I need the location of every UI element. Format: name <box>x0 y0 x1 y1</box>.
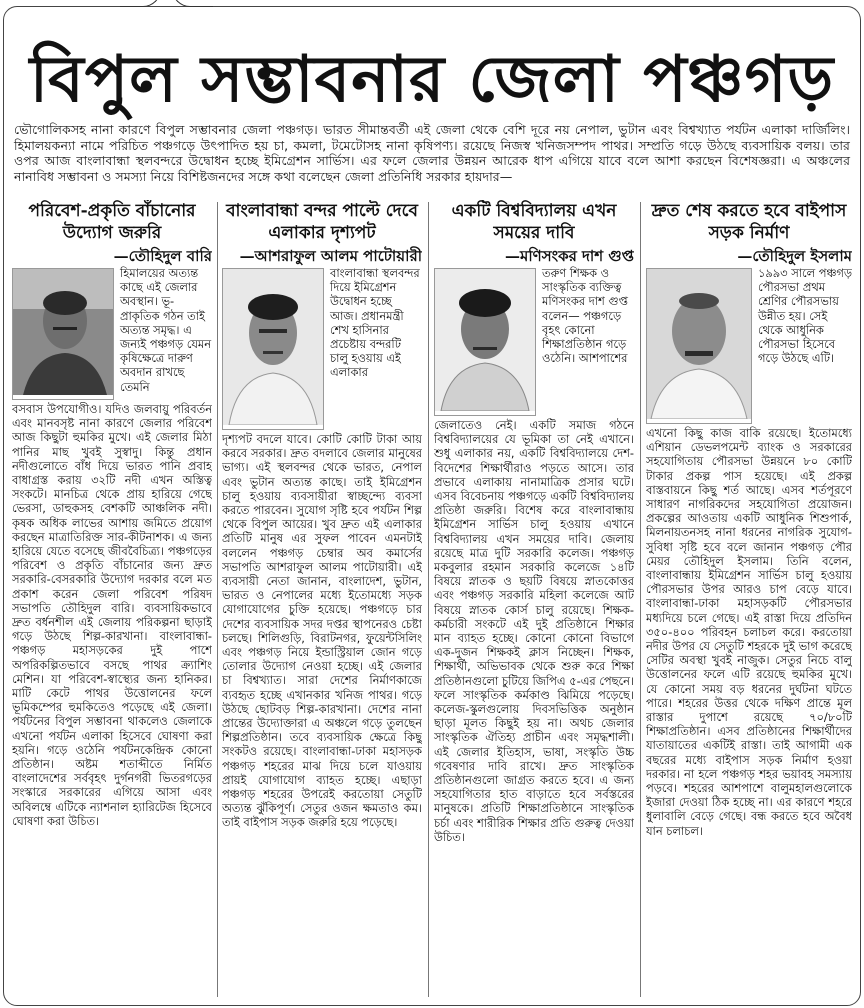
article-body: দৃশ্যপট বদলে যাবে। কোটি কোটি টাকা আয় করবে সরকার। দ্রুত বদলাবে জেলার মানুষের ভাগ্য। এই স্থলবন্দর থেকে ভারত, নেপাল এবং ভুটান অত্যন্ত কাছে। তাই ইমিগ্রেশন চালু হওয়ায় ব্যবসায়ীরা স্বাচ্ছন্দ্যে ব্যবসা করতে পারবেন। সুযোগ সৃষ্টি হবে পর্যটন শিল্প থেকে বিপুল আয়ের। খুব দ্রুত এই এলাকার প্রতিটি মানুষ এর সুফল পাবেন এমনটাই বললেন পঞ্চগড় চেম্বার অব কমার্সের সভাপতি আশরাফুল আলম পাটোয়ারী। এই ব্যবসায়ী নেতা জানান, বাংলাদেশ, ভুটান, ভারত ও নেপালের মধ্যে ইতোমধ্যে সড়ক যোগাযোগের চুক্তি হয়েছে। পঞ্চগড়ে চার দেশের ব্যবসায়িক সদর দপ্তর স্থাপনেরও চেষ্টা চলছে। শিলিগুড়ি, বিরাটনগর, ফুয়েন্টসিলিং এবং পঞ্চগড় নিয়ে ইন্ডাস্ট্রিয়াল জোন গড়ে তোলার উদ্যোগ নেওয়া হচ্ছে। এই জেলার চা বিশ্বখ্যাত। সারা দেশের নির্মাণকাজে ব্যবহৃত হচ্ছে এখানকার খনিজ পাথর। গড়ে উঠছে ছোটবড় শিল্প-কারখানা। দেশের নানা প্রান্তের উদ্যোক্তারা এ অঞ্চলে গড়ে তুলছেন শিল্পপ্রতিষ্ঠান। তবে ব্যবসায়িক ক্ষেত্রে কিছু সংকটও রয়েছে। বাংলাবান্ধা-ঢাকা মহাসড়ক পঞ্চগড় শহরের মাঝ দিয়ে চলে যাওয়ায় প্রায়ই যোগাযোগ ব্যাহত হচ্ছে। এছাড়া পঞ্চগড় শহরের উপরেই করতোয়া সেতুটি অত্যন্ত ঝুঁকিপূর্ণ। সেতুর ওজন ক্ষমতাও কম। তাই বাইপাস সড়ক জরুরি হয়ে পড়েছে। <box>222 432 422 830</box>
portrait-photo <box>434 268 536 416</box>
article-environment <box>12 200 212 1000</box>
article-title: বাংলাবান্ধা বন্দর পাল্টে দেবে এলাকার দৃশ্যপট <box>226 201 418 243</box>
article-title: পরিবেশ-প্রকৃতি বাঁচানোর উদ্যোগ জরুরি <box>28 201 196 243</box>
portrait-photo <box>646 268 752 424</box>
article-university <box>434 200 634 1000</box>
portrait-photo <box>222 268 324 430</box>
article-body: জেলাতেও নেই। একটি সমাজ গঠনে বিশ্ববিদ্যালয়ের যে ভূমিকা তা নেই এখানে। শুধু এলাকার নয়, একটি বিশ্ববিদ্যালয়ে দেশ-বিদেশের শিক্ষার্থীরাও পড়তে আসে। তার প্রভাবে এলাকায় নানামাত্রিক প্রসার ঘটে। এসব বিবেচনায় পঞ্চগড়ে একটি বিশ্ববিদ্যালয় প্রতিষ্ঠা জরুরি। বিশেষ করে বাংলাবান্ধায় ইমিগ্রেশন সার্ভিস চালু হওয়ায় এখানে বিশ্ববিদ্যালয় এখন সময়ের দাবি। জেলায় রয়েছে মাত্র দুটি সরকারি কলেজ। পঞ্চগড় মকবুলার রহমান সরকারি কলেজে ১৪টি বিষয়ে স্নাতক ও ছয়টি বিষয়ে স্নাতকোত্তর এবং পঞ্চগড় সরকারি মহিলা কলেজে আট বিষয়ে স্নাতক কোর্স চালু রয়েছে। শিক্ষক-কর্মচারী সংকটে এই দুই প্রতিষ্ঠানে শিক্ষার মান ব্যাহত হচ্ছে। কোনো কোনো বিভাগে এক-দুজন শিক্ষকই ক্লাস নিচ্ছেন। শিক্ষক, শিক্ষার্থী, অভিভাবক থেকে শুরু করে শিক্ষা প্রতিষ্ঠানগুলো চুটিয়ে জিপিএ ৫-এর পেছনে। ফলে সাংস্কৃতিক কর্মকাণ্ড ঝিমিয়ে পড়েছে। কলেজ-স্কুলগুলোয় দিবসভিত্তিক অনুষ্ঠান ছাড়া মূলত কিছুই হয় না। অথচ জেলার সাংস্কৃতিক ঐতিহ্য প্রাচীন এবং সমৃদ্ধশালী। এই জেলার ইতিহাস, ভাষা, সংস্কৃতি উচ্চ গবেষণার দাবি রাখে। দ্রুত সাংস্কৃতিক প্রতিষ্ঠানগুলো জাগ্রত করতে হবে। এ জন্য সহযোগিতার হাত বাড়াতে হবে সর্বস্তরের মানুষকে। প্রতিটি শিক্ষাপ্রতিষ্ঠানে সাংস্কৃতিক চর্চা এবং শারীরিক শিক্ষার প্রতি গুরুত্ব দেওয়া উচিত। <box>434 418 634 844</box>
article-title: দ্রুত শেষ করতে হবে বাইপাস সড়ক নির্মাণ <box>651 201 847 243</box>
headline: বিপুল সম্ভাবনার জেলা পঞ্চগড় <box>29 42 835 117</box>
top-border <box>0 0 864 6</box>
column-divider <box>428 202 429 997</box>
article-landport <box>222 200 422 1000</box>
portrait-photo <box>12 268 114 400</box>
article-byline: —আশরাফুল আলম পাটোয়ারী <box>239 247 422 265</box>
article-lead: বাংলাবান্ধা স্থলবন্দর দিয়ে ইমিগ্রেশন উদ্বোধন হচ্ছে আজ। প্রধানমন্ত্রী শেখ হাসিনার প্রচেষ্টায় বন্দরটি চালু হওয়ায় এই এলাকার <box>330 266 420 380</box>
intro-paragraph: ভৌগোলিকসহ নানা কারণে বিপুল সম্ভাবনার জেলা পঞ্চগড়। ভারত সীমান্তবর্তী এই জেলা থেকে বেশি দূরে নয় নেপাল, ভুটান এবং বিশ্বখ্যাত পর্যটন এলাকা দার্জিলিং। হিমালয়কন্যা নামে পরিচিত পঞ্চগড়ে উৎপাদিত হয় চা, কমলা, টমেটোসহ নানা কৃষিপণ্য। রয়েছে নিজস্ব খনিজসম্পদ পাথর। সম্প্রতি গড়ে উঠছে ব্যবসায়িক বলয়। তার ওপর আজ বাংলাবান্ধা স্থলবন্দরে উদ্বোধন হচ্ছে ইমিগ্রেশন সার্ভিস। এর ফলে জেলার উন্নয়ন আরেক ধাপ এগিয়ে যাবে বলে আশা করছেন বিশেষজ্ঞরা। এ অঞ্চলের নানাবিধ সম্ভাবনা ও সমস্যা নিয়ে বিশিষ্টজনদের সঙ্গে কথা বলেছেন জেলা প্রতিনিধি সরকার হায়দার— <box>14 122 850 184</box>
article-lead: তরুণ শিক্ষক ও সাংস্কৃতিক ব্যক্তিত্ব মণিসংকর দাশ গুপ্ত বলেন— পঞ্চগড়ে বৃহৎ কোনো শিক্ষাপ্রতিষ্ঠান গড়ে ওঠেনি। আশপাশের <box>542 266 628 366</box>
article-lead: ১৯৯৩ সালে পঞ্চগড় পৌরসভা প্রথম শ্রেণির পৌরসভায় উন্নীত হয়। সেই থেকে আধুনিক পৌরসভা হিসেবে গড়ে উঠছে এটি। <box>758 266 852 366</box>
column-divider <box>217 202 218 997</box>
article-body: বসবাস উপযোগীও। যদিও জলবায়ু পরিবর্তন এবং মানবসৃষ্ট নানা কারণে জেলার পরিবেশ আজ কিছুটা হুমকির মুখে। এই জেলার মিঠা পানির মাছ খুবই সুস্বাদু। কিন্তু প্রধান নদীগুলোতে বাঁধ দিয়ে ভারত পানি প্রবাহ বাধাগ্রস্ত করায় ৩২টি নদী এখন অস্তিত্ব সংকটে। মানচিত্র থেকে প্রায় হারিয়ে গেছে ভেরসা, ডাহুকসহ বেশকটি আঞ্চলিক নদী। কৃষক অধিক লাভের আশায় জমিতে প্রয়োগ করছেন মাত্রাতিরিক্ত সার-কীটনাশক। এ জন্য হারিয়ে যেতে বসেছে জীববৈচিত্র্য। পঞ্চগড়ের পরিবেশ ও প্রকৃতি বাঁচানোর জন্য দ্রুত সরকারি-বেসরকারি উদ্যোগ দরকার বলে মত প্রকাশ করেন জেলা পরিবেশ পরিষদ সভাপতি তৌহিদুল বারি। ব্যবসায়িকভাবে দ্রুত বর্ধনশীল এই জেলায় পরিকল্পনা ছাড়াই গড়ে উঠছে শিল্প-কারখানা। বাংলাবান্ধা-পঞ্চগড় মহাসড়কের দুই পাশে অপরিকল্পিতভাবে বসছে পাথর ক্র্যাশিং মেশিন। যা পরিবেশ-স্বাস্থ্যের জন্য হানিকর। মাটি কেটে পাথর উত্তোলনের ফলে ভূমিকম্পের হুমকিতেও পড়েছে এই জেলা। পর্যটনের বিপুল সম্ভাবনা থাকলেও জেলাকে এখনো পর্যটন এলাকা হিসেবে ঘোষণা করা হয়নি। গড়ে ওঠেনি পর্যটনকেন্দ্রিক কোনো প্রতিষ্ঠান। অষ্টম শতাব্দীতে নির্মিত বাংলাদেশের সর্ববৃহৎ দুর্গনগরী ভিতরগড়ের সংস্কারে সরকারের এগিয়ে আসা এবং অবিলম্বে এটিকে ন্যাশনাল হ্যারিটেজ হিসেবে ঘোষণা করা উচিত। <box>12 402 212 828</box>
article-byline: —তৌহিদুল বারি <box>113 247 212 265</box>
column-divider <box>640 202 641 997</box>
article-byline: —মণিসংকর দাশ গুপ্ত <box>505 247 634 265</box>
article-bypass <box>646 200 852 1000</box>
article-title: একটি বিশ্ববিদ্যালয় এখন সময়ের দাবি <box>451 201 617 243</box>
article-lead: হিমালয়ের অত্যন্ত কাছে এই জেলার অবস্থান। ভূ-প্রাকৃতিক গঠন তাই অত্যন্ত সমৃদ্ধ। এ জন্যই পঞ্চগড় যেমন কৃষিক্ষেত্রে দারুণ অবদান রাখছে তেমনি <box>120 266 212 394</box>
article-byline: —তৌহিদুল ইসলাম <box>737 247 852 265</box>
article-body: এখনো কিছু কাজ বাকি রয়েছে। ইতোমধ্যে এশিয়ান ডেভলপমেন্ট ব্যাংক ও সরকারের সহযোগিতায় পৌরসভা উন্নয়নে ৮০ কোটি টাকার প্রকল্প পাস হয়েছে। এই প্রকল্প বাস্তবায়নে কিছু শর্ত আছে। এসব শর্তপূরণে সাধারণ নাগরিকদের সহযোগিতা প্রয়োজন। প্রকল্পের আওতায় একটি আধুনিক শিশুপার্ক, মিলনায়তনসহ নানা ধরনের নাগরিক সুযোগ-সুবিধা সৃষ্টি হবে বলে জানান পঞ্চগড় পৌর মেয়র তৌহিদুল ইসলাম। তিনি বলেন, বাংলাবান্ধায় ইমিগ্রেশন সার্ভিস চালু হওয়ায় পৌরসভার উপর আরও চাপ বেড়ে যাবে। বাংলাবান্ধা-ঢাকা মহাসড়কটি পৌরসভার মধ্যদিয়ে চলে গেছে। এই রাস্তা দিয়ে প্রতিদিন ৩৫০-৪০০ পরিবহন চলাচল করে। করতোয়া নদীর উপর যে সেতুটি শহরকে দুই ভাগ করেছে সেটির অবস্থা খুবই নাজুক। সেতুর নিচে বালু উত্তোলনের ফলে এটি রয়েছে হুমকির মুখে। যে কোনো সময় বড় ধরনের দুর্ঘটনা ঘটতে পারে। শহরের উত্তর থেকে দক্ষিণ প্রান্তে মূল রাস্তার দুপাশে রয়েছে ৭০/৮০টি শিক্ষাপ্রতিষ্ঠান। এসব প্রতিষ্ঠানের শিক্ষার্থীদের যাতায়াতের একটিই রাস্তা। তাই আগামী এক বছরের মধ্যে বাইপাস সড়ক নির্মাণ হওয়া দরকার। না হলে পঞ্চগড় শহর ভয়াবহ সমস্যায় পড়বে। শহরের আশপাশে বালুমহালগুলোকে ইজারা দেওয়া ঠিক হচ্ছে না। এর কারণে শহরে ধুলাবালি বেড়ে গেছে। বন্ধ করতে হবে অবৈধ যান চলাচল। <box>646 426 852 838</box>
